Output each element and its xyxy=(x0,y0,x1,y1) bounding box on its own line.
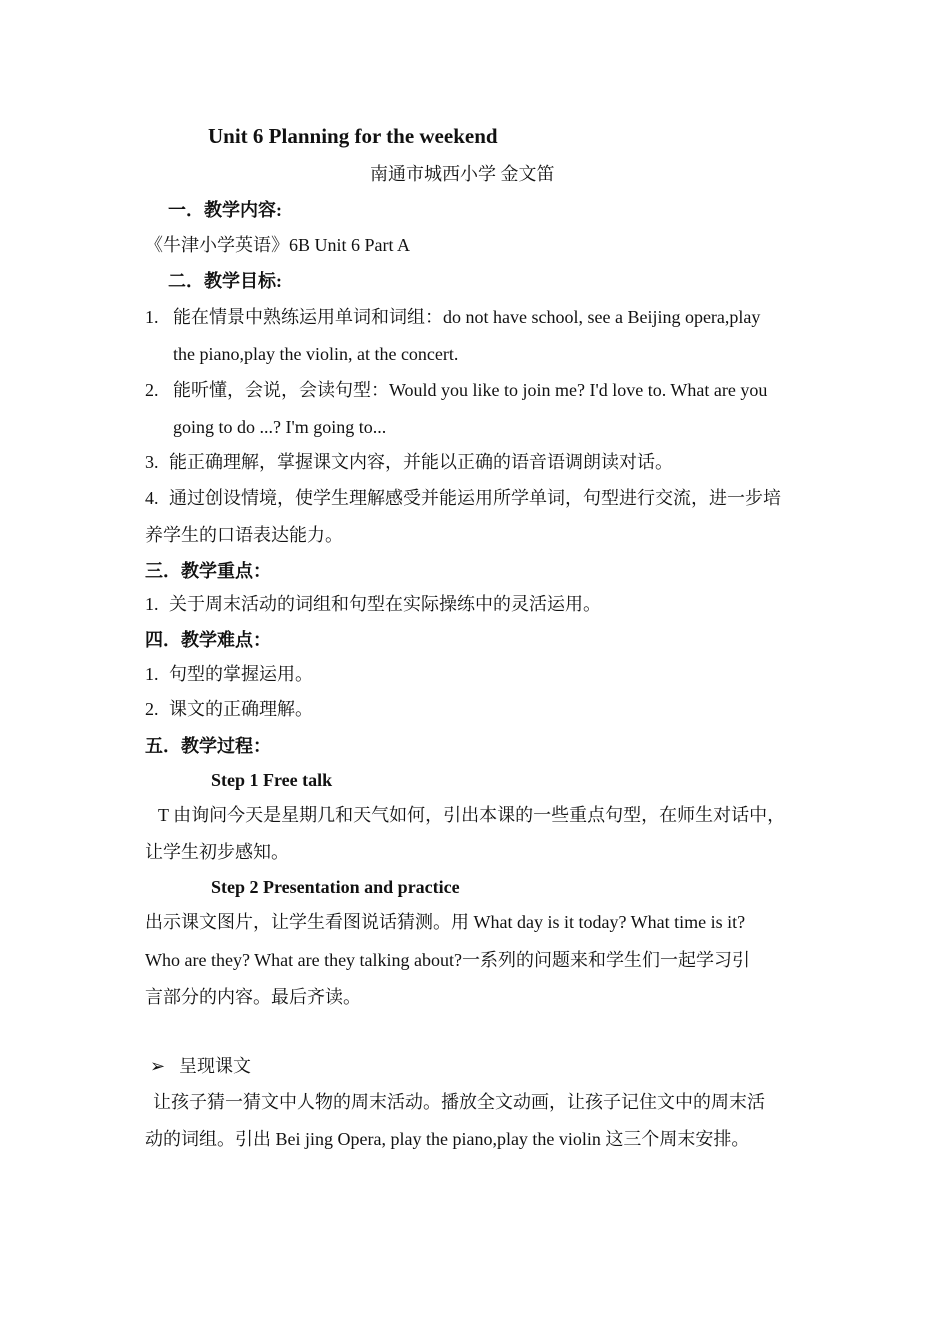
list-number: 1. xyxy=(145,307,159,327)
list-number: 4. xyxy=(145,488,159,508)
objective-item-1 xyxy=(145,305,760,329)
objective-item-4 xyxy=(145,486,781,510)
list-number: 2. xyxy=(145,380,159,400)
difficulty-text: 课文的正确理解。 xyxy=(169,699,313,719)
list-number: 3. xyxy=(145,452,159,472)
key-point-item-1 xyxy=(145,592,601,616)
step-2-paragraph-line-1: 出示课文图片，让学生看图说话猜测。用 What day is it today? What time is it? xyxy=(145,912,746,932)
bullet-item-present-text xyxy=(145,1054,251,1078)
difficulty-item-1 xyxy=(145,662,313,686)
step-2-paragraph-line-3: 言部分的内容。最后齐读。 xyxy=(145,987,361,1007)
key-point-text: 关于周末活动的词组和句型在实际操练中的灵活运用。 xyxy=(169,594,601,614)
section-heading-objectives: 二．教学目标: xyxy=(168,271,282,291)
objective-item-1-continued: the piano,play the violin, at the concert. xyxy=(173,344,459,364)
section-heading-key-points: 三．教学重点： xyxy=(145,561,271,581)
list-number: 1. xyxy=(145,664,159,684)
objective-text: 能正确理解，掌握课文内容，并能以正确的语音语调朗读对话。 xyxy=(169,452,673,472)
section-heading-content: 一．教学内容: xyxy=(168,200,282,220)
difficulty-item-2 xyxy=(145,697,313,721)
step-1-paragraph-line-1: T 由询问今天是星期几和天气如何，引出本课的一些重点句型，在师生对话中， xyxy=(158,805,786,825)
objective-item-2 xyxy=(145,378,767,402)
step-2-title: Step 2 Presentation and practice xyxy=(211,877,460,897)
section-heading-process: 五．教学过程： xyxy=(145,736,271,756)
bullet-paragraph-line-1: 让孩子猜一猜文中人物的周末活动。播放全文动画，让孩子记住文中的周末活 xyxy=(153,1092,765,1112)
arrow-bullet-icon: ➢ xyxy=(150,1056,166,1076)
objective-item-3 xyxy=(145,450,673,474)
document-title: Unit 6 Planning for the weekend xyxy=(208,124,498,148)
difficulty-text: 句型的掌握运用。 xyxy=(169,664,313,684)
objective-text: 能在情景中熟练运用单词和词组：do not have school, see a Beijing opera,play xyxy=(173,307,761,327)
bullet-label: 呈现课文 xyxy=(179,1056,251,1076)
list-number: 2. xyxy=(145,699,159,719)
list-number: 1. xyxy=(145,594,159,614)
step-1-title: Step 1 Free talk xyxy=(211,770,333,790)
section-content-text: 《牛津小学英语》6B Unit 6 Part A xyxy=(145,235,411,255)
objective-item-4-continued: 养学生的口语表达能力。 xyxy=(145,525,343,545)
objective-item-2-continued: going to do ...? I'm going to... xyxy=(173,417,387,437)
author-line: 南通市城西小学 金文笛 xyxy=(370,164,555,184)
step-2-paragraph-line-2: Who are they? What are they talking about?一系列的问题来和学生们一起学习引 xyxy=(145,950,751,970)
objective-text: 通过创设情境，使学生理解感受并能运用所学单词，句型进行交流，进一步培 xyxy=(169,488,781,508)
objective-text: 能听懂，会说，会读句型：Would you like to join me? I'd love to. What are you xyxy=(173,380,768,400)
bullet-paragraph-line-2: 动的词组。引出 Bei jing Opera, play the piano,play the violin 这三个周末安排。 xyxy=(145,1129,750,1149)
step-1-paragraph-line-2: 让学生初步感知。 xyxy=(145,842,289,862)
section-heading-difficulties: 四．教学难点： xyxy=(145,630,271,650)
